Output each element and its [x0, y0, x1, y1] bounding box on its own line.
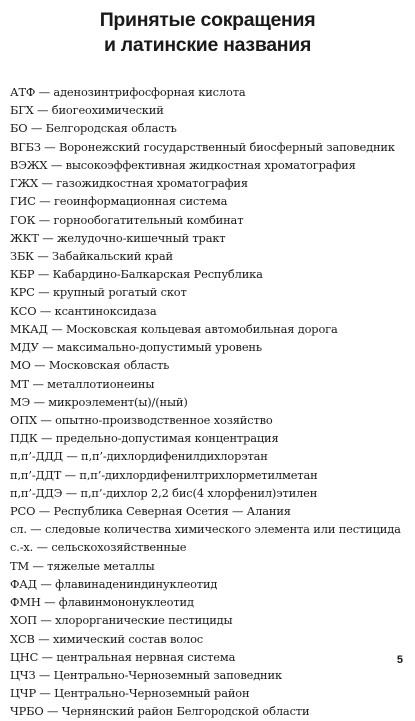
abbreviation-term: ФАД	[10, 576, 37, 591]
abbreviation-definition: химический состав волос	[52, 631, 204, 646]
abbreviation-term: с.-х.	[10, 540, 34, 555]
list-item	[10, 156, 410, 174]
em-dash-separator: —	[36, 613, 56, 628]
em-dash-separator: —	[35, 686, 55, 701]
list-item	[10, 538, 410, 556]
em-dash-separator: —	[28, 376, 48, 391]
list-item	[10, 192, 410, 210]
abbreviation-term: ЗБК	[10, 248, 34, 263]
abbreviation-definition: металлотионеины	[47, 376, 155, 391]
list-item	[10, 247, 410, 265]
abbreviation-definition: предельно-допустимая концентрация	[55, 431, 279, 446]
abbreviation-term: ЖКТ	[10, 230, 39, 245]
abbreviation-definition: Кабардино-Балкарская Республика	[52, 267, 263, 282]
abbreviation-definition: центральная нервная система	[56, 649, 236, 664]
em-dash-separator: —	[28, 558, 48, 573]
list-item	[10, 593, 410, 611]
abbreviation-term: КРС	[10, 285, 35, 300]
list-item	[10, 338, 410, 356]
abbreviation-term: ХОП	[10, 613, 37, 628]
abbreviation-term: ЧРБО	[10, 704, 44, 719]
abbreviation-definition: Московская область	[48, 358, 170, 373]
abbreviation-definition: Московская кольцевая автомобильная дорога	[65, 321, 338, 336]
em-dash-separator: —	[43, 704, 62, 719]
em-dash-separator: —	[33, 103, 52, 118]
em-dash-separator: —	[30, 358, 49, 373]
em-dash-separator: —	[38, 340, 57, 355]
em-dash-separator: —	[34, 631, 53, 646]
list-item	[10, 447, 410, 465]
abbreviation-term: ПДК	[10, 431, 38, 446]
em-dash-separator: —	[33, 540, 52, 555]
abbreviation-term: РСО	[10, 504, 36, 519]
abbreviation-definition: флавинадениндинуклеотид	[55, 576, 218, 591]
page-number: 5	[396, 654, 403, 666]
em-dash-separator: —	[62, 449, 82, 464]
abbreviation-definition: Чернянский район Белгородской области	[61, 704, 310, 719]
abbreviation-list	[10, 83, 410, 721]
list-item	[10, 174, 410, 192]
em-dash-separator: —	[34, 267, 53, 282]
em-dash-separator: —	[36, 576, 56, 591]
em-dash-separator: —	[30, 394, 49, 409]
abbreviation-term: ТМ	[10, 558, 29, 573]
abbreviation-term: сл.	[10, 522, 27, 537]
list-item	[10, 684, 410, 702]
em-dash-separator: —	[35, 85, 54, 99]
abbreviation-definition: высокоэффективная жидкостная хроматография	[65, 157, 356, 172]
abbreviation-term: ГОК	[10, 212, 36, 227]
page-title-line-1: Принятые сокращения	[99, 9, 316, 31]
em-dash-separator: —	[35, 668, 54, 682]
abbreviation-term: БО	[10, 121, 28, 136]
abbreviation-term: ВЭЖХ	[10, 157, 48, 172]
em-dash-separator: —	[47, 157, 66, 172]
abbreviation-term: ЦЧЗ	[10, 668, 36, 682]
abbreviation-definition: Белгородская область	[45, 121, 177, 136]
abbreviation-definition: Центрально-Черноземный заповедник	[53, 668, 282, 682]
abbreviation-definition: Забайкальский край	[52, 248, 173, 263]
page-title	[0, 8, 415, 58]
abbreviation-definition: газожидкостная хроматография	[56, 176, 248, 191]
list-item	[10, 666, 410, 684]
abbreviation-definition: опытно-производственное хозяйство	[55, 412, 273, 427]
em-dash-separator: —	[33, 248, 53, 263]
list-item	[10, 466, 410, 484]
abbreviation-definition: тяжелые металлы	[47, 558, 155, 573]
abbreviation-term: п,п’-ДДТ	[10, 467, 62, 482]
abbreviation-definition: следовые количества химического элемента или пестицида	[44, 522, 401, 537]
list-item	[10, 648, 410, 666]
list-item	[10, 375, 410, 393]
abbreviation-definition: Воронежский государственный биосферный заповедник	[58, 139, 395, 154]
list-item	[10, 630, 410, 648]
abbreviation-definition: желудочно-кишечный тракт	[56, 230, 226, 245]
list-item	[10, 320, 410, 338]
abbreviation-term: БГХ	[10, 103, 34, 118]
abbreviation-definition: Республика Северная Осетия — Алания	[53, 504, 291, 519]
abbreviation-definition: п,п’-дихлордифенилтрихлорметилметан	[79, 467, 318, 482]
abbreviation-definition: Центрально-Черноземный район	[54, 686, 250, 701]
abbreviation-definition: крупный рогатый скот	[52, 285, 187, 300]
abbreviation-term: МТ	[10, 376, 29, 391]
abbreviation-term: ОПХ	[10, 412, 37, 427]
abbreviation-term: МКАД	[10, 321, 48, 336]
abbreviation-term: п,п’-ДДД	[10, 449, 63, 464]
list-item	[10, 702, 410, 720]
em-dash-separator: —	[37, 431, 56, 446]
list-item	[10, 119, 410, 137]
abbreviation-definition: аденозинтрифосфорная кислота	[53, 85, 246, 99]
abbreviation-definition: п,п’-дихлордифенилдихлорэтан	[81, 449, 268, 464]
abbreviation-term: п,п’-ДДЭ	[10, 485, 63, 500]
em-dash-separator: —	[35, 212, 54, 227]
abbreviation-term: ФМН	[10, 595, 41, 610]
em-dash-separator: —	[27, 121, 46, 136]
list-item	[10, 393, 410, 411]
list-item	[10, 356, 410, 374]
em-dash-separator: —	[40, 139, 59, 154]
abbreviation-definition: п,п’-дихлор 2,2 бис(4 хлорфенил)этилен	[80, 485, 318, 500]
list-item	[10, 575, 410, 593]
em-dash-separator: —	[35, 194, 54, 209]
list-item	[10, 484, 410, 502]
abbreviation-definition: флавинмононуклеотид	[58, 595, 194, 610]
em-dash-separator: —	[61, 467, 80, 482]
abbreviation-term: ГЖХ	[10, 176, 38, 191]
abbreviation-term: ВГБЗ	[10, 139, 41, 154]
em-dash-separator: —	[40, 595, 59, 610]
abbreviation-definition: биогеохимический	[51, 103, 164, 118]
em-dash-separator: —	[35, 504, 54, 519]
em-dash-separator: —	[36, 412, 56, 427]
abbreviation-term: ХСВ	[10, 631, 35, 646]
list-item	[10, 211, 410, 229]
list-item	[10, 138, 410, 156]
em-dash-separator: —	[36, 303, 55, 318]
em-dash-separator: —	[38, 176, 57, 191]
list-item	[10, 411, 410, 429]
abbreviation-term: ГИС	[10, 194, 36, 209]
abbreviation-definition: максимально-допустимый уровень	[56, 340, 262, 355]
list-item	[10, 265, 410, 283]
list-item	[10, 611, 410, 629]
em-dash-separator: —	[38, 230, 57, 245]
em-dash-separator: —	[26, 522, 45, 537]
abbreviation-term: КСО	[10, 303, 37, 318]
list-item	[10, 502, 410, 520]
list-item	[10, 283, 410, 301]
abbreviation-term: АТФ	[10, 85, 36, 99]
list-item	[10, 229, 410, 247]
abbreviation-definition: геоинформационная система	[53, 194, 228, 209]
abbreviation-definition: ксантиноксидаза	[54, 303, 157, 318]
em-dash-separator: —	[62, 485, 81, 500]
list-item	[10, 83, 410, 101]
abbreviation-definition: хлорорганические пестициды	[55, 613, 233, 628]
abbreviation-term: ЦЧР	[10, 686, 36, 701]
em-dash-separator: —	[34, 285, 53, 300]
abbreviation-term: КБР	[10, 267, 35, 282]
list-item	[10, 520, 410, 538]
em-dash-separator: —	[47, 321, 66, 336]
em-dash-separator: —	[38, 649, 57, 664]
abbreviation-term: МО	[10, 358, 31, 373]
list-item	[10, 101, 410, 119]
abbreviation-definition: горнообогатительный комбинат	[53, 212, 244, 227]
abbreviation-term: МДУ	[10, 340, 39, 355]
list-item	[10, 429, 410, 447]
list-item	[10, 557, 410, 575]
abbreviation-term: МЭ	[10, 394, 31, 409]
page-title-line-2: и латинские названия	[103, 34, 312, 56]
abbreviation-term: ЦНС	[10, 649, 39, 664]
abbreviation-definition: микроэлемент(ы)/(ный)	[48, 394, 188, 409]
list-item	[10, 302, 410, 320]
abbreviation-definition: сельскохозяйственные	[51, 540, 187, 555]
